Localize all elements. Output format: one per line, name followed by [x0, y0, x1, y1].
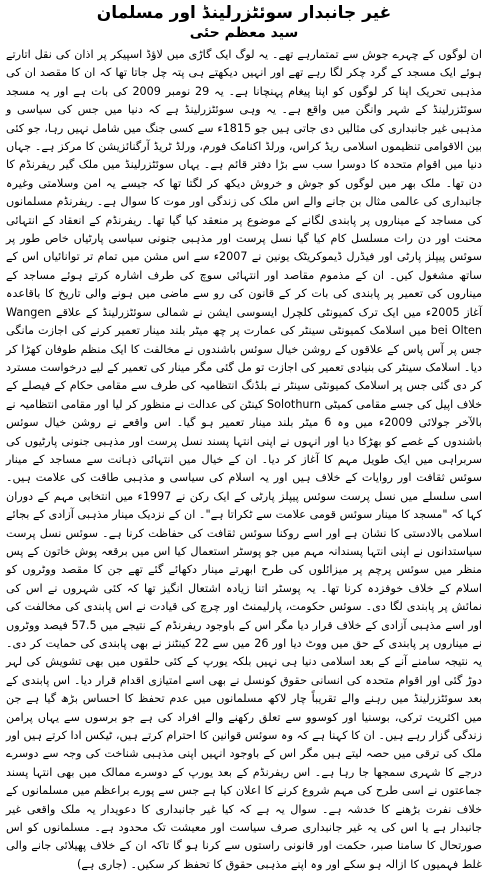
- article-text: ان لوگوں کے چہرے جوش سے تمتمارہے تھے۔ یہ لوگ ایک گاڑی میں لاؤڈ اسپیکر پر اذان کی نقل اتارتے ہوئے ایک مسجد کے گرد چکر لگا رہے تھے اور انہیں دیکھتے ہی پتہ چل جاتا تھا کہ ان کا مقصد ان کی مذہبی تحریک اپنا کر لوگوں کو اپنا پیغام پہنچانا ہے۔ یہ 29 نومبر 2009 کی بات ہے اور یہ مسجد سوئٹزرلینڈ کے شہر وانگن میں واقع ہے۔ یہ وہی سوئٹزرلینڈ ہے کہ دنیا میں جس کی سیاسی و مذہبی غیر جانبداری کی مثالیں دی جاتی ہیں جو 1815ء سے کسی جنگ میں شامل نہیں رہا، جو کئی بین الاقوامی تنظیموں اسلامی ریڈ کراس، ورلڈ اکنامک فورم، ورلڈ ٹریڈ آرگنائزیشن کا مرکز ہے۔ جہاں دنیا میں اقوام متحدہ کا دوسرا سب سے بڑا دفتر قائم ہے۔ یہاں سوئٹزرلینڈ میں ملک گیر ریفرنڈم کا دن تھا۔ ملک بھر میں لوگوں کو جوش و خروش دیکھ کر لگتا تھا کہ جیسے یہ امن وسلامتی وغیرہ جانبداری کی عالمی مثال بن جانے والے اس ملک کی زندگی اور موت کا سوال ہے۔ ریفرنڈم مسلمانوں کی مساجد کے میناروں پر پابندی لگانے کے موضوع پر منعقد کیا گیا تھا۔ ریفرنڈم کے انعقاد کے انتہائی محنت اور دن رات مسلسل کام کیا گیا نسل پرست اور مذہبی جنونی سیاسی پارٹیاں خاص طور پر سوئس پیپلز پارٹی اور فیڈرل ڈیموکریٹک یونین نے 2007ء سے اس مشن میں تمام تر توانائیاں اس کے ساتھ مشغول کیں۔ ان کے مذموم مقاصد اور انتہائی سوچ کی طرف اشارہ کرتے ہوئے مساجد کے میناروں کی تعمیر پر پابندی کی بات کر کے قانون کی رو سے ماضی میں ہونے والی تاریخ کا باقاعدہ آغاز 2005ء میں ایک ترک کمیونٹی کلچرل ایسوسی ایشن نے شمالی سوئٹزرلینڈ کے علاقے Wangen bei Olten میں اسلامک کمیونٹی سینٹر کی عمارت پر چھ میٹر بلند مینار تعمیر کرنے کی اجازت مانگی جس پر آس پاس کے علاقوں کے روشن خیال سوئس باشندوں نے مخالفت کا ایک منظم طوفان کھڑا کر دیا۔ اسلامک سینٹر کی بنیادی تعمیر کی اجازت تو مل گئی مگر مینار کی تعمیر کے لیے درخواست مسترد کر دی گئی جس پر اسلامک کمیونٹی سینٹر نے بلڈنگ انتظامیہ کی طرف سے مقامی حکام کے فیصلے کے خلاف اپیل کی جسے مقامی کمیٹی Solothurn کینٹن کی عدالت نے منظور کر لیا اور مقامی انتظامیہ نے بالآخر جولائی 2009ء میں وہ 6 میٹر بلند مینار تعمیر ہو گیا۔ اس واقعے نے روشن خیال سوئس باشندوں کے غصے کو بھڑکا دیا اور انہوں نے اپنی انتہا پسند نسل پرست اور مذہبی جنونی پارٹیوں کی سربراہی میں ایک طویل مہم کا آغاز کر دیا۔ ان کے خیال میں انتہائی ذہانت سے مساجد کے مینار سوئس ثقافت اور روایات کے خلاف ہیں اور یہ اسلام کی سیاسی و مذہبی طاقت کی علامت ہیں۔ اسی سلسلے میں نسل پرست سوئس پیپلز پارٹی کے ایک رکن نے 1997ء میں انتخابی مہم کے دوران کہا کہ "مسجد کا مینار سوئس قومی علامت سے ٹکراتا ہے"۔ ان کے نزدیک مینار مذہبی آزادی کے بجائے اسلامی بالادستی کا نشان ہے اور اسے روکنا سوئس ثقافت کی حفاظت کرنا ہے۔ سوئس نسل پرست سیاستدانوں نے اپنی انتہا پسندانہ مہم میں جو پوسٹر استعمال کیا اس میں برقعہ پوش خاتون کے پس منظر میں سوئس پرچم پر میزائلوں کی طرح ابھرتے مینار دکھائے گئے تھے جن کا مقصد ووٹروں کو اسلام کے خلاف خوفزدہ کرنا تھا۔ یہ پوسٹر اتنا زیادہ اشتعال انگیز تھا کہ کئی شہروں نے اس کی نمائش پر پابندی لگا دی۔ سوئس حکومت، پارلیمنٹ اور چرچ کی قیادت نے اس پابندی کی مخالفت کی اور اسے مذہبی آزادی کے خلاف قرار دیا مگر اس کے باوجود ریفرنڈم کے نتیجے میں 57.5 فیصد ووٹروں نے میناروں پر پابندی کے حق میں ووٹ دیا اور 26 میں سے 22 کینٹنز نے بھی پابندی کی حمایت کر دی۔ یہ نتیجہ سامنے آنے کے بعد اسلامی دنیا ہی نہیں بلکہ یورپ کے کئی حلقوں میں بھی تشویش کی لہر دوڑ گئی اور اقوام متحدہ کی انسانی حقوق کونسل نے بھی اسے امتیازی اقدام قرار دیا۔ اس پابندی کے بعد سوئٹزرلینڈ میں رہنے والے تقریباً چار لاکھ مسلمانوں میں عدم تحفظ کا احساس بڑھ گیا ہے جن میں اکثریت ترکی، بوسنیا اور کوسوو سے تعلق رکھنے والے افراد کی ہے جو برسوں سے یہاں پرامن زندگی گزار رہے ہیں۔ ان کا کہنا ہے کہ وہ سوئس قوانین کا احترام کرتے ہیں، ٹیکس ادا کرتے ہیں اور ملک کی ترقی میں حصہ لیتے ہیں مگر اس کے باوجود انہیں اپنی مذہبی شناخت کی وجہ سے دوسرے درجے کا شہری سمجھا جا رہا ہے۔ اس ریفرنڈم کے بعد یورپ کے دوسرے ممالک میں بھی انتہا پسند جماعتوں نے اسی طرح کی مہم شروع کرنے کا اعلان کیا ہے جس سے پورے براعظم میں مسلمانوں کے خلاف نفرت بڑھنے کا خدشہ ہے۔ سوال یہ ہے کہ کیا غیر جانبداری کا دعویدار یہ ملک واقعی غیر جانبدار ہے یا اس کی یہ غیر جانبداری صرف سیاست اور معیشت تک محدود ہے۔ مسلمانوں کو اس صورتحال کا سامنا صبر، حکمت اور قانونی راستوں سے کرنا ہو گا تاکہ ان کے خلاف پھیلائی جانے والی غلط فہمیوں کا ازالہ ہو سکے اور وہ اپنے مذہبی حقوق کا تحفظ کر سکیں۔: [6, 48, 483, 871]
- author-byline: سید معظم حئی: [189, 25, 299, 41]
- article-title: غیر جانبدار سوئٹزرلینڈ اور مسلمان: [96, 3, 392, 23]
- article-body: [6, 46, 482, 874]
- continued-note: (جاری ہے): [77, 857, 127, 871]
